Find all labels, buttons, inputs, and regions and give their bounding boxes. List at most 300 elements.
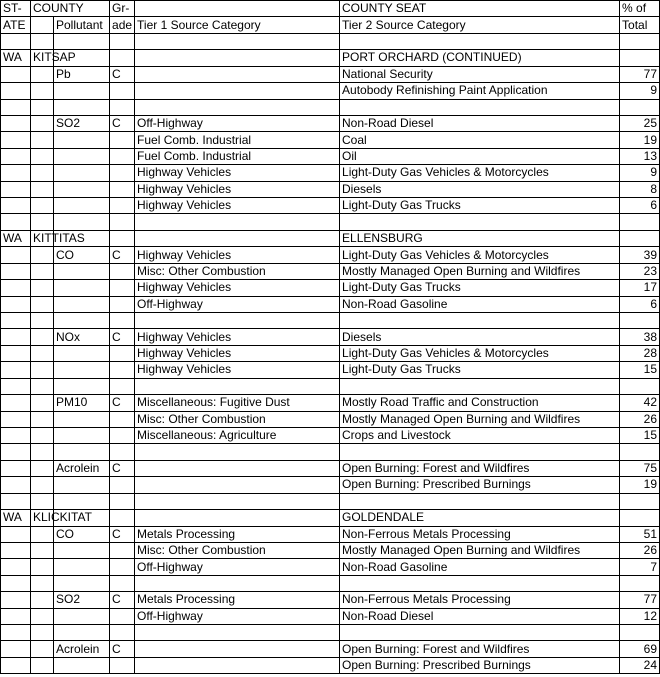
pollutant-cell [54,313,110,329]
grade-cell [110,280,135,296]
table-row [1,296,660,312]
state-cell [1,345,31,361]
pollutant-cell: CO [54,526,110,542]
tier1-cell: Highway Vehicles [135,280,340,296]
pollutant-cell [54,198,110,214]
percent-cell: 69 [620,641,660,657]
county-cell [31,641,54,657]
grade-cell [110,99,135,115]
percent-cell [620,493,660,509]
state-cell [1,444,31,460]
tier1-cell [135,444,340,460]
county-cell [31,181,54,197]
county-cell [31,263,54,279]
state-cell [1,132,31,148]
table-row [1,395,660,411]
pollutant-cell [54,362,110,378]
tier1-cell: Misc: Other Combustion [135,542,340,558]
tier2-cell: Light-Duty Gas Vehicles & Motorcycles [340,247,620,263]
pollutant-cell [54,608,110,624]
tier1-cell [135,477,340,493]
percent-cell: 17 [620,280,660,296]
percent-cell: 6 [620,296,660,312]
table-row [1,214,660,230]
pollutant-cell: SO2 [54,115,110,131]
percent-cell: 7 [620,559,660,575]
grade-cell [110,198,135,214]
percent-cell [620,444,660,460]
grade-cell [110,214,135,230]
tier2-cell [340,313,620,329]
table-row [1,99,660,115]
grade-cell [110,444,135,460]
tier1-cell: Metals Processing [135,526,340,542]
tier1-cell: Highway Vehicles [135,198,340,214]
percent-cell [620,575,660,591]
county-cell [31,427,54,443]
table-row [1,66,660,82]
state-cell [1,641,31,657]
state-cell [1,559,31,575]
pollutant-cell [54,411,110,427]
percent-cell: 9 [620,83,660,99]
table-row [1,608,660,624]
state-cell [1,378,31,394]
tier2-cell [340,378,620,394]
percent-cell: 39 [620,247,660,263]
tier1-cell [135,641,340,657]
header-county-blank [31,17,54,33]
tier1-cell [135,657,340,673]
state-cell [1,99,31,115]
header-row-2 [1,17,660,33]
county-cell [31,395,54,411]
header-blank [135,1,340,17]
tier1-cell: Off-Highway [135,559,340,575]
tier1-cell: Off-Highway [135,115,340,131]
tier2-cell: Non-Road Diesel [340,608,620,624]
table-row [1,559,660,575]
tier2-cell: Light-Duty Gas Trucks [340,280,620,296]
header-pollutant: Pollutant [54,17,110,33]
pollutant-cell [54,263,110,279]
table-row [1,50,660,66]
tier1-cell: Misc: Other Combustion [135,411,340,427]
state-cell [1,115,31,131]
county-cell [31,477,54,493]
pollutant-cell [54,575,110,591]
pollutant-cell [54,493,110,509]
pollutant-cell: Acrolein [54,641,110,657]
tier2-cell [340,444,620,460]
pollutant-cell [54,132,110,148]
grade-cell [110,345,135,361]
pollutant-cell [54,542,110,558]
county-cell [31,378,54,394]
tier2-cell: Autobody Refinishing Paint Application [340,83,620,99]
header-tier1: Tier 1 Source Category [135,17,340,33]
state-cell [1,263,31,279]
header-county-seat: COUNTY SEAT [340,1,620,17]
county-cell: KITTITAS [31,230,54,246]
percent-cell: 28 [620,345,660,361]
percent-cell: 15 [620,427,660,443]
grade-cell: C [110,641,135,657]
tier2-cell: Non-Road Gasoline [340,296,620,312]
grade-cell: C [110,460,135,476]
grade-cell [110,313,135,329]
state-cell [1,214,31,230]
tier2-cell: GOLDENDALE [340,510,620,526]
tier1-cell: Miscellaneous: Fugitive Dust [135,395,340,411]
header-tier2: Tier 2 Source Category [340,17,620,33]
tier1-cell: Highway Vehicles [135,165,340,181]
state-cell [1,296,31,312]
percent-cell: 25 [620,115,660,131]
tier1-cell [135,378,340,394]
grade-cell [110,362,135,378]
table-row [1,313,660,329]
state-cell [1,575,31,591]
tier1-cell: Highway Vehicles [135,181,340,197]
tier1-cell [135,99,340,115]
grade-cell [110,575,135,591]
county-cell [31,460,54,476]
state-cell [1,542,31,558]
grade-cell [110,263,135,279]
tier2-cell: Light-Duty Gas Trucks [340,362,620,378]
tier2-cell: PORT ORCHARD (CONTINUED) [340,50,620,66]
tier2-cell: Light-Duty Gas Vehicles & Motorcycles [340,165,620,181]
grade-cell: C [110,526,135,542]
percent-cell [620,313,660,329]
table-row [1,411,660,427]
percent-cell [620,510,660,526]
county-cell [31,33,54,49]
tier1-cell [135,214,340,230]
grade-cell [110,33,135,49]
state-cell [1,33,31,49]
tier2-cell: Light-Duty Gas Vehicles & Motorcycles [340,345,620,361]
state-cell [1,411,31,427]
county-cell [31,329,54,345]
tier2-cell: Coal [340,132,620,148]
state-cell [1,247,31,263]
pollutant-cell [54,280,110,296]
state-cell [1,395,31,411]
grade-cell [110,625,135,641]
tier2-cell: Mostly Road Traffic and Construction [340,395,620,411]
tier2-cell: Oil [340,148,620,164]
tier1-cell [135,575,340,591]
state-cell [1,477,31,493]
grade-cell [110,165,135,181]
tier1-cell [135,33,340,49]
table-row [1,477,660,493]
county-cell [31,526,54,542]
state-cell [1,165,31,181]
percent-cell: 19 [620,132,660,148]
county-cell [31,345,54,361]
tier2-cell: Open Burning: Forest and Wildfires [340,460,620,476]
grade-cell [110,50,135,66]
county-cell [31,115,54,131]
pollutant-cell: Pb [54,66,110,82]
percent-cell: 26 [620,411,660,427]
table-row [1,427,660,443]
county-cell [31,214,54,230]
pollutant-cell [54,625,110,641]
header-grade-bottom: ade [110,17,135,33]
table-body [1,33,660,673]
header-grade-top: Gr- [110,1,135,17]
tier2-cell: Open Burning: Prescribed Burnings [340,657,620,673]
percent-cell: 13 [620,148,660,164]
county-cell [31,132,54,148]
percent-cell: 24 [620,657,660,673]
percent-cell [620,378,660,394]
tier1-cell: Miscellaneous: Agriculture [135,427,340,443]
percent-cell: 12 [620,608,660,624]
tier1-cell: Fuel Comb. Industrial [135,148,340,164]
county-cell [31,592,54,608]
county-cell: KITSAP [31,50,54,66]
grade-cell [110,378,135,394]
percent-cell: 77 [620,592,660,608]
header-county: COUNTY [31,1,110,17]
table-row [1,165,660,181]
county-cell [31,280,54,296]
table-row [1,230,660,246]
table-row [1,198,660,214]
state-cell [1,362,31,378]
table-row [1,641,660,657]
table-row [1,83,660,99]
tier1-cell: Off-Highway [135,608,340,624]
tier1-cell [135,510,340,526]
tier1-cell [135,493,340,509]
tier2-cell: Diesels [340,329,620,345]
tier2-cell [340,625,620,641]
state-cell [1,657,31,673]
pollutant-cell [54,477,110,493]
county-cell: KLICKITAT [31,510,54,526]
county-cell [31,313,54,329]
grade-cell [110,657,135,673]
pollutant-cell: CO [54,247,110,263]
table-row [1,345,660,361]
percent-cell: 77 [620,66,660,82]
tier2-cell: ELLENSBURG [340,230,620,246]
grade-cell: C [110,329,135,345]
pollutant-cell [54,165,110,181]
tier2-cell: National Security [340,66,620,82]
county-cell [31,444,54,460]
county-cell [31,625,54,641]
percent-cell: 51 [620,526,660,542]
grade-cell [110,83,135,99]
county-cell [31,66,54,82]
grade-cell: C [110,395,135,411]
tier2-cell: Mostly Managed Open Burning and Wildfires [340,263,620,279]
state-cell [1,66,31,82]
table-row [1,280,660,296]
county-cell [31,83,54,99]
table-row [1,542,660,558]
county-cell [31,165,54,181]
tier2-cell: Non-Ferrous Metals Processing [340,592,620,608]
tier1-cell: Misc: Other Combustion [135,263,340,279]
table-row [1,493,660,509]
grade-cell [110,181,135,197]
tier1-cell [135,230,340,246]
table-row [1,460,660,476]
pollutant-cell [54,559,110,575]
state-cell [1,280,31,296]
tier1-cell: Fuel Comb. Industrial [135,132,340,148]
grade-cell [110,148,135,164]
grade-cell [110,230,135,246]
state-cell [1,148,31,164]
table-row [1,263,660,279]
percent-cell: 26 [620,542,660,558]
grade-cell: C [110,66,135,82]
grade-cell [110,477,135,493]
header-row-1 [1,1,660,17]
tier1-cell: Highway Vehicles [135,362,340,378]
state-cell: WA [1,510,31,526]
state-cell [1,313,31,329]
tier2-cell: Non-Road Diesel [340,115,620,131]
tier2-cell [340,33,620,49]
tier1-cell [135,625,340,641]
percent-cell [620,625,660,641]
percent-cell [620,50,660,66]
tier2-cell [340,214,620,230]
pollutant-cell [54,296,110,312]
pollutant-cell [54,148,110,164]
grade-cell: C [110,247,135,263]
percent-cell: 9 [620,165,660,181]
table-row [1,592,660,608]
county-cell [31,608,54,624]
table-row [1,575,660,591]
pollutant-cell: NOx [54,329,110,345]
state-cell [1,198,31,214]
pollutant-cell [54,33,110,49]
percent-cell: 38 [620,329,660,345]
tier2-cell: Crops and Livestock [340,427,620,443]
state-cell [1,493,31,509]
county-cell [31,148,54,164]
tier2-cell: Mostly Managed Open Burning and Wildfires [340,542,620,558]
pollutant-cell [54,657,110,673]
tier1-cell [135,460,340,476]
state-cell: WA [1,50,31,66]
grade-cell [110,559,135,575]
pollutant-cell [54,378,110,394]
state-cell [1,608,31,624]
state-cell [1,427,31,443]
table-row [1,33,660,49]
pollutant-cell [54,83,110,99]
grade-cell [110,608,135,624]
header-percent-top: % of [620,1,660,17]
percent-cell: 8 [620,181,660,197]
percent-cell [620,214,660,230]
pollutant-cell: Acrolein [54,460,110,476]
tier1-cell: Highway Vehicles [135,329,340,345]
state-cell [1,460,31,476]
tier1-cell: Metals Processing [135,592,340,608]
county-cell [31,247,54,263]
grade-cell [110,510,135,526]
tier2-cell: Open Burning: Forest and Wildfires [340,641,620,657]
header-state-bottom: ATE [1,17,31,33]
table-row [1,362,660,378]
state-cell [1,329,31,345]
tier1-cell [135,66,340,82]
table-row [1,657,660,673]
county-cell [31,99,54,115]
county-cell [31,493,54,509]
tier1-cell: Highway Vehicles [135,345,340,361]
percent-cell: 75 [620,460,660,476]
grade-cell [110,542,135,558]
percent-cell: 6 [620,198,660,214]
county-cell [31,362,54,378]
pollutant-cell [54,444,110,460]
state-cell [1,526,31,542]
grade-cell: C [110,115,135,131]
percent-cell: 42 [620,395,660,411]
table-row [1,181,660,197]
tier1-cell: Highway Vehicles [135,247,340,263]
tier1-cell: Off-Highway [135,296,340,312]
percent-cell: 23 [620,263,660,279]
pollutant-cell [54,427,110,443]
tier1-cell [135,313,340,329]
county-cell [31,411,54,427]
tier2-cell [340,575,620,591]
tier2-cell: Open Burning: Prescribed Burnings [340,477,620,493]
state-cell [1,181,31,197]
pollutant-cell: PM10 [54,395,110,411]
county-cell [31,575,54,591]
state-cell [1,625,31,641]
table-row [1,625,660,641]
grade-cell [110,427,135,443]
percent-cell: 19 [620,477,660,493]
county-cell [31,198,54,214]
county-cell [31,559,54,575]
county-cell [31,296,54,312]
tier2-cell [340,99,620,115]
tier1-cell [135,83,340,99]
state-cell [1,592,31,608]
county-cell [31,657,54,673]
pollutant-cell [54,181,110,197]
header-total: Total [620,17,660,33]
tier2-cell: Non-Road Gasoline [340,559,620,575]
tier2-cell: Mostly Managed Open Burning and Wildfires [340,411,620,427]
table-row [1,329,660,345]
tier2-cell [340,493,620,509]
state-cell [1,83,31,99]
table-row [1,444,660,460]
percent-cell [620,230,660,246]
grade-cell [110,296,135,312]
